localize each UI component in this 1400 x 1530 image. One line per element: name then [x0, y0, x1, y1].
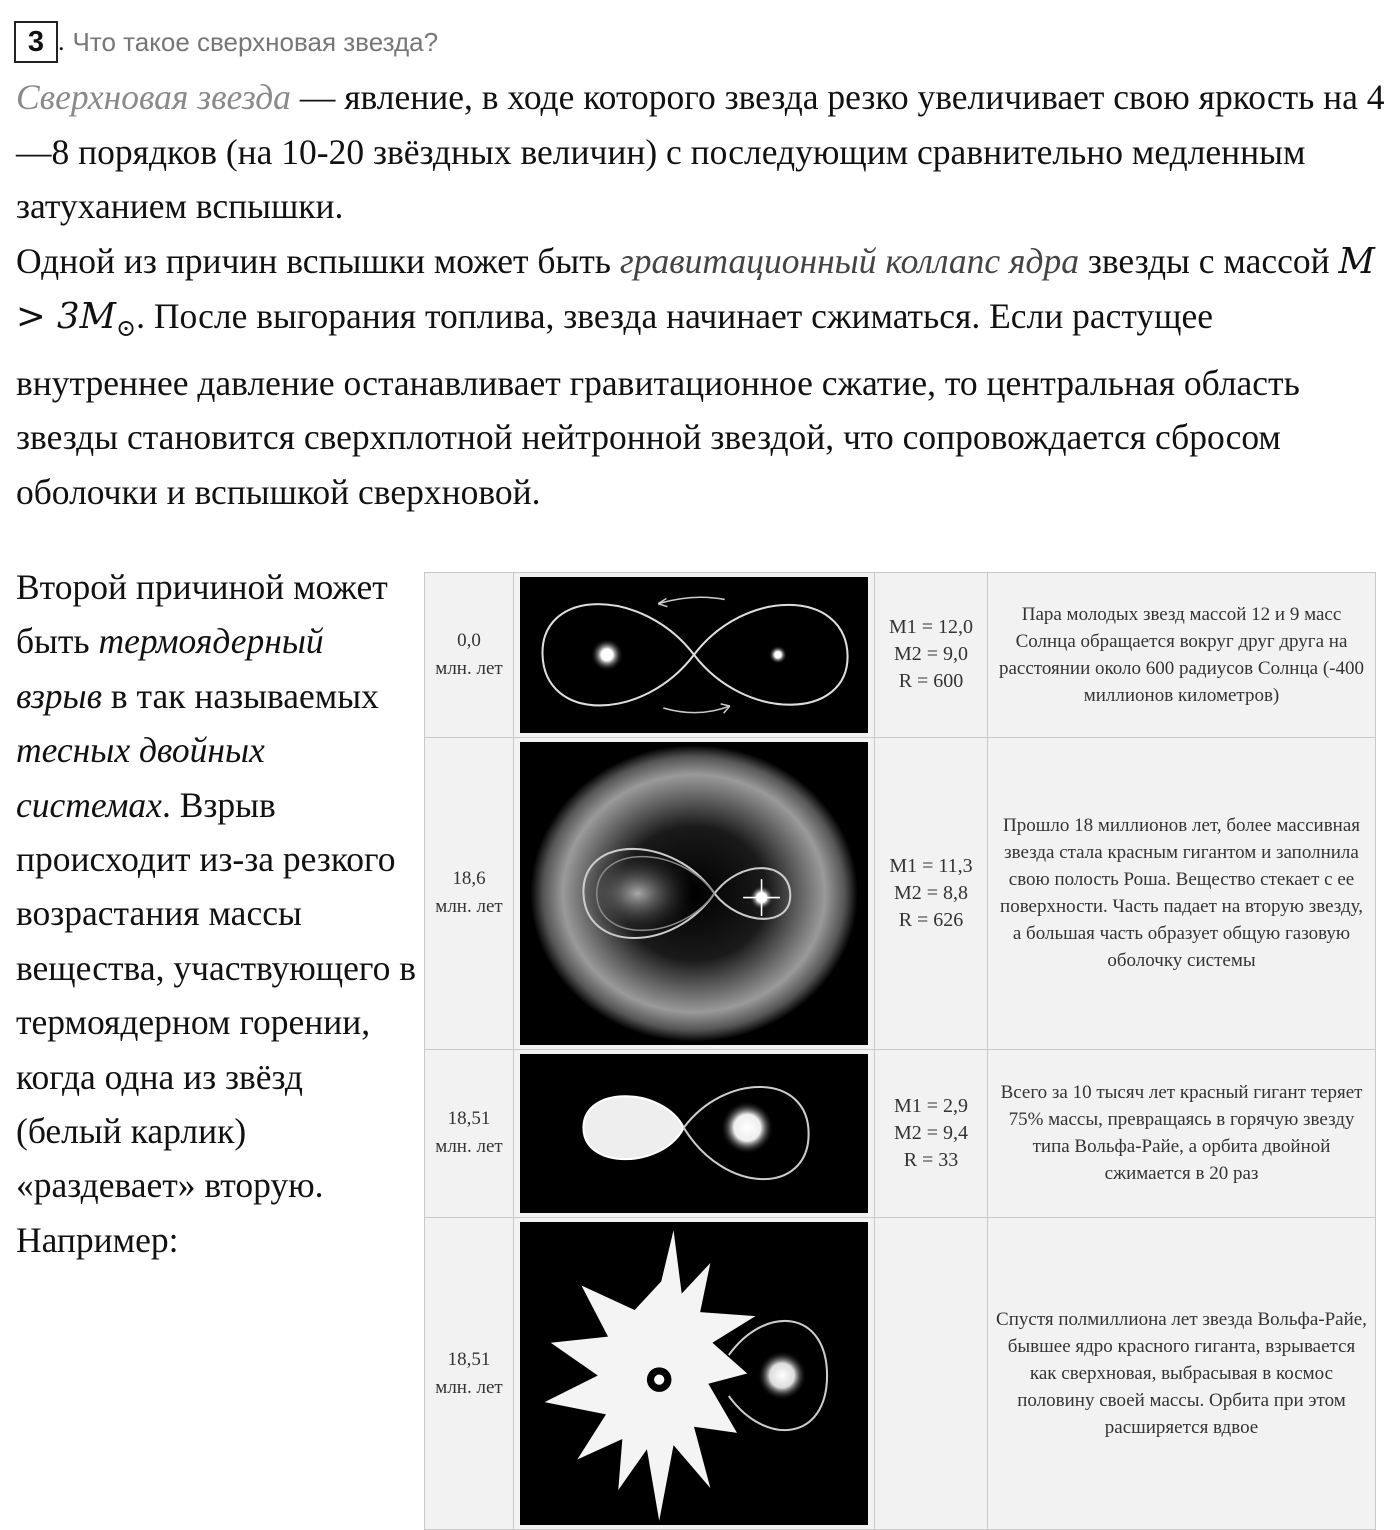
- question-header: [14, 20, 438, 64]
- young-binary-illustration: [520, 577, 868, 733]
- intro-s2-a: Одной из причин вспышки может быть: [16, 240, 620, 281]
- radius: R = 600: [898, 670, 964, 693]
- age-unit: млн. лет: [435, 896, 503, 918]
- supernova-explosion-illustration: [520, 1222, 868, 1525]
- sun-symbol: ⊙: [115, 314, 137, 343]
- age-value: 18,51: [447, 1108, 491, 1130]
- intro-s1-rest: — явление, в ходе которого звезда резко увеличивает свою яркость на 4—8 порядков (на 10-20 звёздных величин) с последующим сравнительно медленным затуханием вспышки.: [16, 77, 1385, 226]
- table-row: [425, 1049, 1376, 1218]
- mass-m1: M1 = 12,0: [888, 616, 974, 639]
- question-title: Что такое сверхновая звезда?: [72, 26, 439, 57]
- term-thermonuclear: термоядерный взрыв: [16, 621, 324, 716]
- age-cell: [425, 573, 514, 738]
- description-cell: Прошло 18 миллионов лет, более массивная звезда стала красным гигантом и заполнила свою полость Роша. Вещество стекает с ее поверхности. Часть падает на вторую звезду, а большая часть образует общую газовую оболочку системы: [988, 737, 1376, 1049]
- age-unit: млн. лет: [435, 1376, 503, 1398]
- term-supernova: Сверхновая звезда: [16, 77, 291, 117]
- radius: R = 626: [898, 908, 964, 931]
- intro-s2-b: звезды с массой: [1078, 240, 1339, 281]
- age-value: 0,0: [457, 629, 481, 651]
- question-number: 3: [14, 21, 58, 63]
- mass-m2: M2 = 8,8: [893, 881, 969, 904]
- table-row: [425, 1218, 1376, 1530]
- evolution-table: [424, 572, 1376, 1530]
- mass-cell: [875, 1049, 988, 1218]
- age-value: 18,6: [452, 868, 486, 890]
- question-number-dot: .: [58, 27, 65, 56]
- intro-s2-c: . После выгорания топлива, звезда начинает сжиматься. Если растущее внутреннее давление останавливает гравитационное сжатие, то центральная область звезды становится сверхплотной нейтронной звездой, что сопровождается сбросом оболочки и вспышкой сверхновой.: [16, 296, 1300, 512]
- image-cell: [514, 737, 875, 1049]
- age-value: 18,51: [447, 1348, 491, 1370]
- intro-text: [16, 70, 1386, 519]
- description-cell: Пара молодых звезд массой 12 и 9 масс Солнца обращается вокруг друг друга на расстоянии около 600 радиусов Солнца (-400 миллионов километров): [988, 573, 1376, 738]
- age-unit: млн. лет: [435, 657, 503, 679]
- image-cell: [514, 573, 875, 738]
- second-c: . Взрыв происходит из-за резкого возрастания массы вещества, участвующего в термоядерном горении, когда одна из звёзд (белый карлик) «раздевает» вторую. Например:: [16, 784, 416, 1260]
- mass-m1: M1 = 2,9: [893, 1094, 969, 1117]
- intro-sentence-1: [16, 70, 1386, 234]
- image-cell: [514, 1049, 875, 1218]
- image-cell: [514, 1218, 875, 1530]
- intro-sentence-2: [16, 234, 1386, 520]
- table-row: [425, 737, 1376, 1049]
- mass-m1: M1 = 11,3: [889, 854, 973, 877]
- second-b: в так называемых: [102, 675, 379, 716]
- second-cause-text: [16, 560, 416, 1267]
- mass-m2: M2 = 9,0: [893, 643, 969, 666]
- radius: R = 33: [903, 1148, 959, 1171]
- mass-m2: M2 = 9,4: [893, 1121, 969, 1144]
- term-collapse: гравитационный коллапс ядра: [619, 240, 1079, 281]
- mass-cell: [875, 573, 988, 738]
- description-cell: Спустя полмиллиона лет звезда Вольфа-Райе, бывшее ядро красного гиганта, взрывается как сверхновая, выбрасывая в космос половину своей массы. Орбита при этом расширяется вдвое: [988, 1218, 1376, 1530]
- mass-formula-main: M > 3M: [16, 240, 1375, 337]
- mass-cell: [875, 1218, 988, 1530]
- age-cell: [425, 1049, 514, 1218]
- wolf-rayet-binary-illustration: [520, 1054, 868, 1214]
- red-giant-envelope-illustration: [520, 742, 868, 1045]
- table-row: [425, 573, 1376, 738]
- age-unit: млн. лет: [435, 1136, 503, 1158]
- mass-cell: [875, 737, 988, 1049]
- age-cell: [425, 737, 514, 1049]
- description-cell: Всего за 10 тысяч лет красный гигант теряет 75% массы, превращаясь в горячую звезду типа Вольфа-Райе, а орбита двойной сжимается в 20 раз: [988, 1049, 1376, 1218]
- second-a: Второй причиной может быть: [16, 567, 388, 662]
- term-binary: тесных двойных системах: [16, 730, 265, 825]
- age-cell: [425, 1218, 514, 1530]
